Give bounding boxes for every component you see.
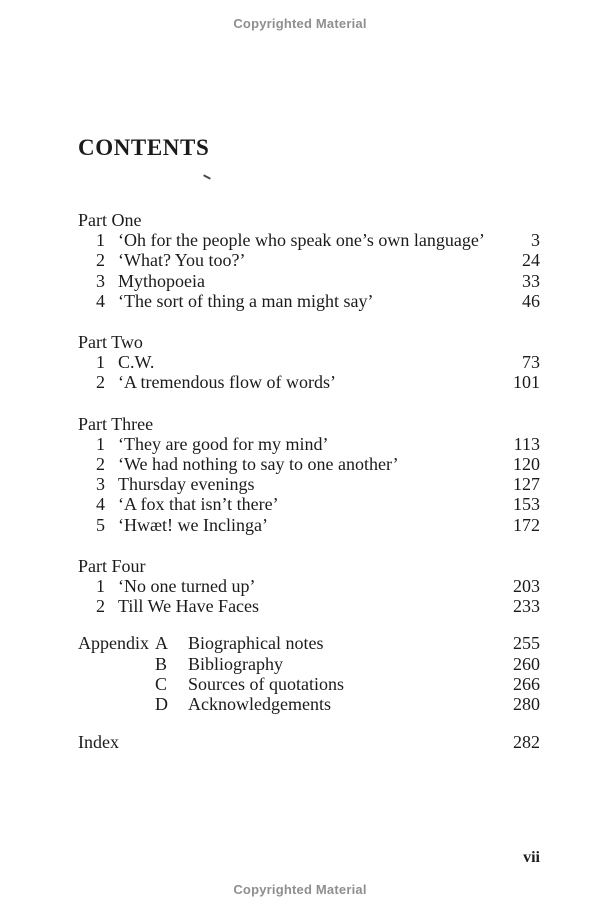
chapter-page-number: 101 <box>513 372 540 393</box>
toc-row <box>78 454 540 474</box>
part-items <box>78 352 540 392</box>
chapter-number: 1 <box>96 433 105 454</box>
chapter-title: ‘We had nothing to say to one another’ <box>118 454 399 475</box>
toc-row <box>78 271 540 291</box>
toc-row <box>78 434 540 454</box>
chapter-title: Thursday evenings <box>118 474 255 495</box>
part-items <box>78 576 540 616</box>
chapter-title: ‘No one turned up’ <box>118 576 256 597</box>
part-heading: Part Four <box>78 555 146 576</box>
chapter-number: 5 <box>96 514 105 535</box>
toc-row <box>78 352 540 372</box>
toc-section <box>78 332 540 393</box>
appendix-page-number: 266 <box>513 673 540 694</box>
chapter-page-number: 233 <box>513 596 540 617</box>
index-row <box>78 732 540 752</box>
chapter-page-number: 3 <box>531 230 540 251</box>
chapter-page-number: 120 <box>513 454 540 475</box>
appendix-row <box>78 633 540 653</box>
appendix-row <box>78 674 540 694</box>
chapter-number: 4 <box>96 290 105 311</box>
page-title: CONTENTS <box>78 135 210 160</box>
toc-row <box>78 250 540 270</box>
appendix-label: Appendix <box>78 633 149 654</box>
appendix-title: Sources of quotations <box>188 673 344 694</box>
chapter-title: ‘Hwæt! we Inclinga’ <box>118 514 268 535</box>
chapter-number: 3 <box>96 474 105 495</box>
appendix-label <box>78 674 155 694</box>
chapter-number: 1 <box>96 576 105 597</box>
chapter-page-number: 24 <box>522 250 540 271</box>
chapter-page-number: 73 <box>522 352 540 373</box>
chapter-title: C.W. <box>118 352 155 373</box>
chapter-page-number: 113 <box>513 433 540 454</box>
chapter-page-number: 203 <box>513 576 540 597</box>
appendix-page-number: 260 <box>513 653 540 674</box>
appendix-title: Bibliography <box>188 653 283 674</box>
appendix-row <box>78 694 540 714</box>
toc-row <box>78 474 540 494</box>
appendix-label <box>78 654 155 674</box>
appendix-title: Biographical notes <box>188 633 324 654</box>
chapter-title: ‘The sort of thing a man might say’ <box>118 290 374 311</box>
toc-section <box>78 210 540 311</box>
toc-row <box>78 596 540 616</box>
chapter-number: 4 <box>96 494 105 515</box>
appendix-letter: A <box>155 633 168 654</box>
chapter-page-number: 46 <box>522 290 540 311</box>
toc-section <box>78 414 540 535</box>
toc-row <box>78 372 540 392</box>
chapter-number: 3 <box>96 270 105 291</box>
appendix-letter: B <box>155 653 168 674</box>
chapter-number: 2 <box>96 250 105 271</box>
toc-section <box>78 556 540 617</box>
folio-page-number: vii <box>523 849 540 866</box>
chapter-title: ‘Oh for the people who speak one’s own language’ <box>118 230 485 251</box>
index-page-number: 282 <box>513 732 540 753</box>
appendix-letter: C <box>155 673 168 694</box>
chapter-title: Till We Have Faces <box>118 596 260 617</box>
chapter-number: 2 <box>96 372 105 393</box>
table-of-contents <box>78 210 540 752</box>
appendix-label <box>78 694 155 714</box>
chapter-title: ‘They are good for my mind’ <box>118 433 329 454</box>
chapter-number: 2 <box>96 596 105 617</box>
chapter-title: ‘A tremendous flow of words’ <box>118 372 336 393</box>
chapter-title: Mythopoeia <box>118 270 205 291</box>
part-heading: Part One <box>78 210 142 230</box>
toc-sections <box>78 210 540 616</box>
part-items <box>78 230 540 311</box>
chapter-number: 1 <box>96 352 105 373</box>
chapter-page-number: 172 <box>513 514 540 535</box>
chapter-number: 1 <box>96 230 105 251</box>
chapter-title: ‘A fox that isn’t there’ <box>118 494 279 515</box>
toc-row <box>78 494 540 514</box>
toc-row <box>78 291 540 311</box>
contents-block <box>78 136 540 752</box>
bottom-watermark: Copyrighted Material <box>233 882 367 897</box>
top-watermark: Copyrighted Material <box>233 16 367 31</box>
chapter-number: 2 <box>96 454 105 475</box>
chapter-title: ‘What? You too?’ <box>118 250 246 271</box>
chapter-page-number: 127 <box>513 474 540 495</box>
toc-row <box>78 576 540 596</box>
appendix-title: Acknowledgements <box>188 694 331 715</box>
appendix-page-number: 255 <box>513 633 540 654</box>
appendix-section <box>78 633 540 714</box>
appendix-page-number: 280 <box>513 694 540 715</box>
chapter-page-number: 153 <box>513 494 540 515</box>
part-heading: Part Two <box>78 332 143 353</box>
chapter-page-number: 33 <box>522 270 540 291</box>
toc-row <box>78 515 540 535</box>
appendix-letter: D <box>155 694 168 715</box>
part-heading: Part Three <box>78 413 154 434</box>
toc-row <box>78 230 540 250</box>
appendix-row <box>78 654 540 674</box>
part-items <box>78 434 540 535</box>
index-label: Index <box>78 732 119 753</box>
